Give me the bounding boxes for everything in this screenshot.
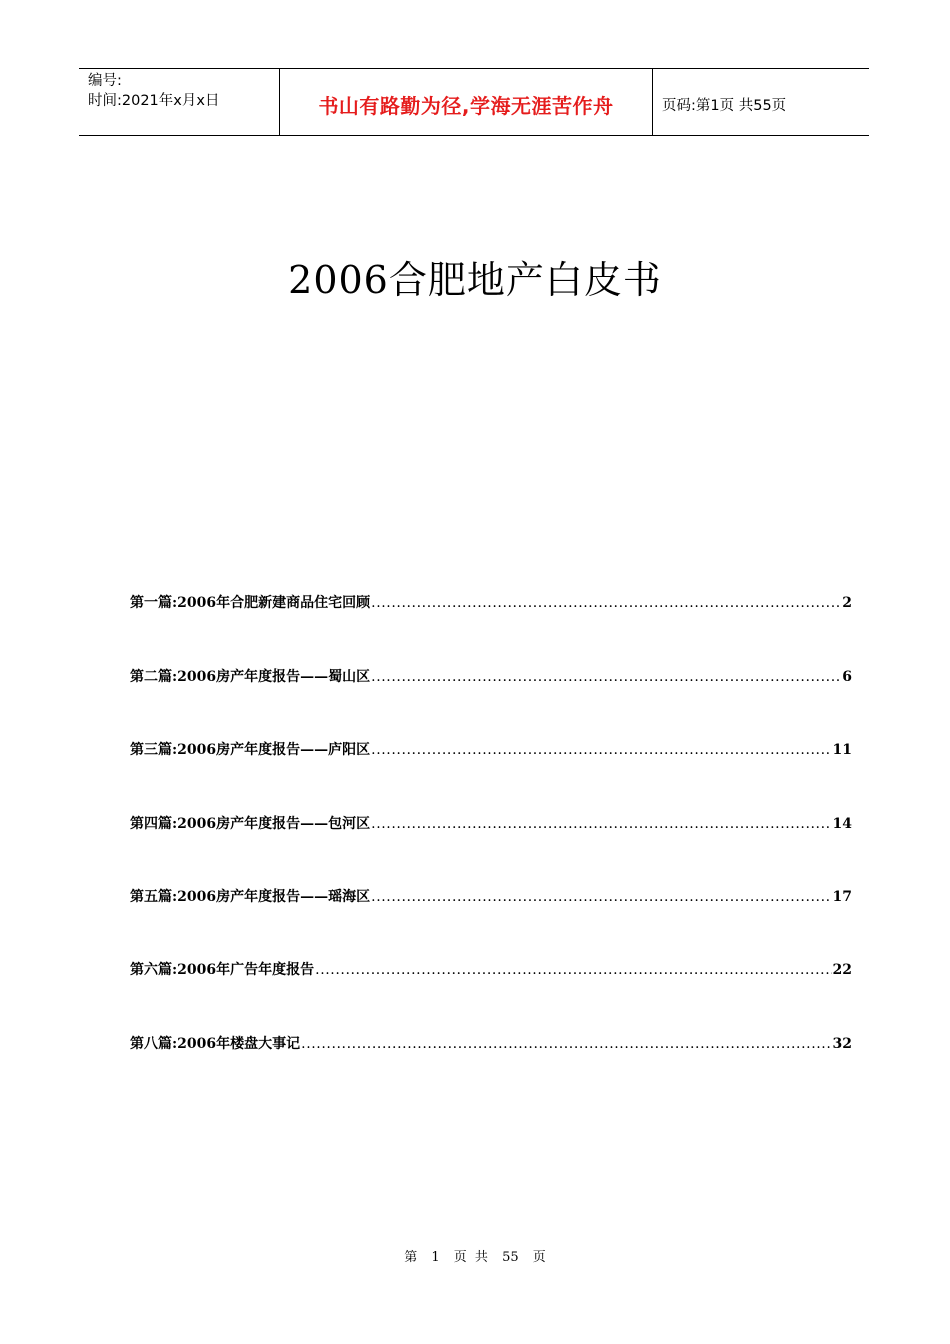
toc-entry[interactable] [130, 739, 852, 761]
doc-date-label: 时间:2021年x月x日 [88, 93, 220, 109]
footer-suffix: 页 [532, 1250, 546, 1265]
header-page-info: 页码:第1页 共55页 [662, 97, 787, 114]
footer-middle: 页 共 [453, 1250, 488, 1265]
document-title: 2006合肥地产白皮书 [288, 258, 662, 302]
header-meta [79, 69, 280, 135]
toc-leader-dots [371, 886, 831, 908]
toc-entry-label: 第一篇:2006年合肥新建商品住宅回顾 [130, 595, 371, 611]
page-footer [0, 1246, 950, 1265]
toc-entry-page: 14 [832, 816, 852, 832]
toc-entry[interactable] [130, 813, 852, 835]
toc-entry-page: 11 [832, 742, 852, 758]
header-page-info-cell [653, 69, 869, 135]
toc-entry-page: 17 [832, 889, 852, 905]
toc-entry[interactable] [130, 959, 852, 981]
toc-leader-dots [371, 592, 841, 614]
toc-entry-page: 2 [842, 595, 852, 611]
toc-entry-page: 6 [842, 669, 852, 685]
footer-current-page: 1 [431, 1250, 440, 1265]
footer-prefix: 第 [404, 1250, 418, 1265]
toc-entry[interactable] [130, 592, 852, 614]
footer-total-pages: 55 [502, 1250, 519, 1265]
toc-entry-page: 22 [832, 962, 852, 978]
toc-entry-label: 第八篇:2006年楼盘大事记 [130, 1036, 301, 1052]
toc-leader-dots [315, 959, 831, 981]
toc-entry[interactable] [130, 886, 852, 908]
toc-entry-label: 第三篇:2006房产年度报告——庐阳区 [130, 742, 371, 758]
toc-entry-label: 第五篇:2006房产年度报告——瑶海区 [130, 889, 371, 905]
header-motto: 书山有路勤为径,学海无涯苦作舟 [318, 93, 614, 118]
toc-entry-label: 第四篇:2006房产年度报告——包河区 [130, 816, 371, 832]
toc-entry[interactable] [130, 1033, 852, 1055]
toc-entry[interactable] [130, 666, 852, 688]
header-motto-cell [280, 69, 653, 135]
toc-entry-label: 第二篇:2006房产年度报告——蜀山区 [130, 669, 371, 685]
doc-number-label: 编号: [88, 73, 122, 89]
toc-leader-dots [371, 666, 841, 688]
toc-leader-dots [371, 813, 831, 835]
toc-entry-label: 第六篇:2006年广告年度报告 [130, 962, 315, 978]
toc-entry-page: 32 [832, 1036, 852, 1052]
toc-leader-dots [371, 739, 831, 761]
toc-leader-dots [301, 1033, 831, 1055]
page-header [79, 68, 869, 136]
